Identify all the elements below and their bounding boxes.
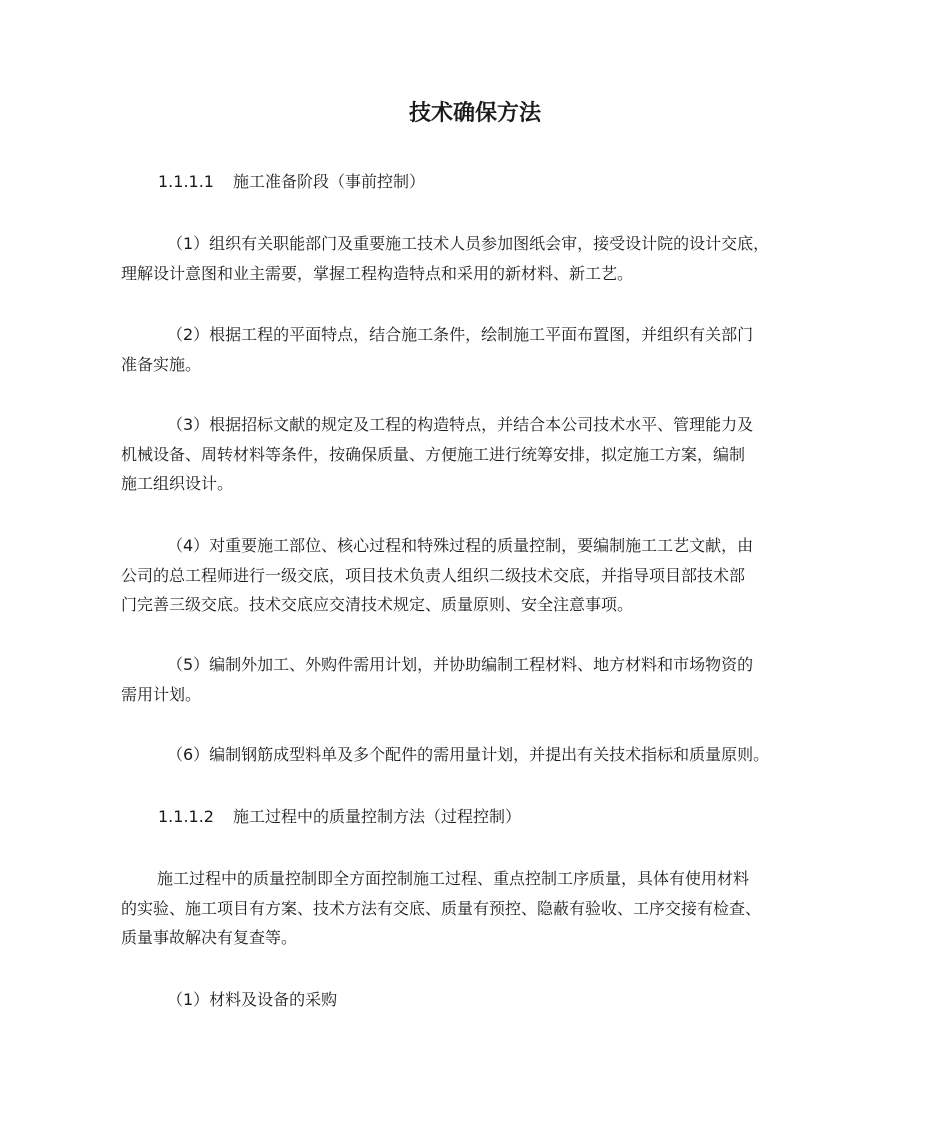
paragraph [121, 531, 837, 620]
section-heading [158, 170, 425, 194]
paragraph [121, 320, 837, 379]
paragraph-line: （3）根据招标文献的规定及工程的构造特点，并结合本公司技术水平、管理能力及 [167, 415, 754, 434]
paragraph-line: 公司的总工程师进行一级交底，项目技术负责人组织二级技术交底，并指导项目部技术部 [121, 565, 746, 585]
paragraph [121, 410, 837, 499]
paragraph-line: （5）编制外加工、外购件需用计划，并协助编制工程材料、地方材料和市场物资的 [167, 655, 754, 674]
paragraph-line: （1）材料及设备的采购 [167, 990, 338, 1009]
paragraph-line: 门完善三级交底。技术交底应交清技术规定、质量原则、安全注意事项。 [121, 595, 634, 614]
paragraph-line: 施工组织设计。 [121, 474, 234, 493]
paragraph [121, 985, 837, 1015]
section-label: 施工准备阶段（事前控制） [233, 172, 426, 191]
paragraph-line: 准备实施。 [121, 354, 202, 374]
document-title: 技术确保方法 [408, 101, 541, 126]
paragraph-line: （4）对重要施工部位、核心过程和特殊过程的质量控制，要编制施工工艺文献，由 [167, 536, 754, 555]
paragraph-line: （1）组织有关职能部门及重要施工技术人员参加图纸会审，接受设计院的设计交底， [167, 234, 770, 253]
section-number: 1.1.1.1 [158, 172, 214, 191]
paragraph [121, 864, 837, 953]
paragraph [121, 740, 837, 770]
paragraph-line: 机械设备、周转材料等条件，按确保质量、方便施工进行统筹安排，拟定施工方案，编制 [121, 444, 746, 464]
section-heading [158, 805, 521, 829]
paragraph-line: 的实验、施工项目有方案、技术方法有交底、质量有预控、隐蔽有验收、工序交接有检查、 [121, 898, 762, 918]
paragraph-line: 理解设计意图和业主需要，掌握工程构造特点和采用的新材料、新工艺。 [121, 263, 634, 283]
paragraph [121, 650, 837, 709]
section-number: 1.1.1.2 [158, 807, 214, 826]
paragraph [121, 229, 837, 288]
paragraph-line: 质量事故解决有复查等。 [121, 928, 298, 947]
paragraph-line: （6）编制钢筋成型料单及多个配件的需用量计划，并提出有关技术指标和质量原则。 [167, 745, 770, 764]
paragraph-line: 需用计划。 [121, 684, 202, 704]
paragraph-line: （2）根据工程的平面特点，结合施工条件，绘制施工平面布置图，并组织有关部门 [167, 325, 754, 344]
section-label: 施工过程中的质量控制方法（过程控制） [233, 807, 522, 826]
paragraph-line: 施工过程中的质量控制即全方面控制施工过程、重点控制工序质量，具体有使用材料 [157, 869, 750, 888]
